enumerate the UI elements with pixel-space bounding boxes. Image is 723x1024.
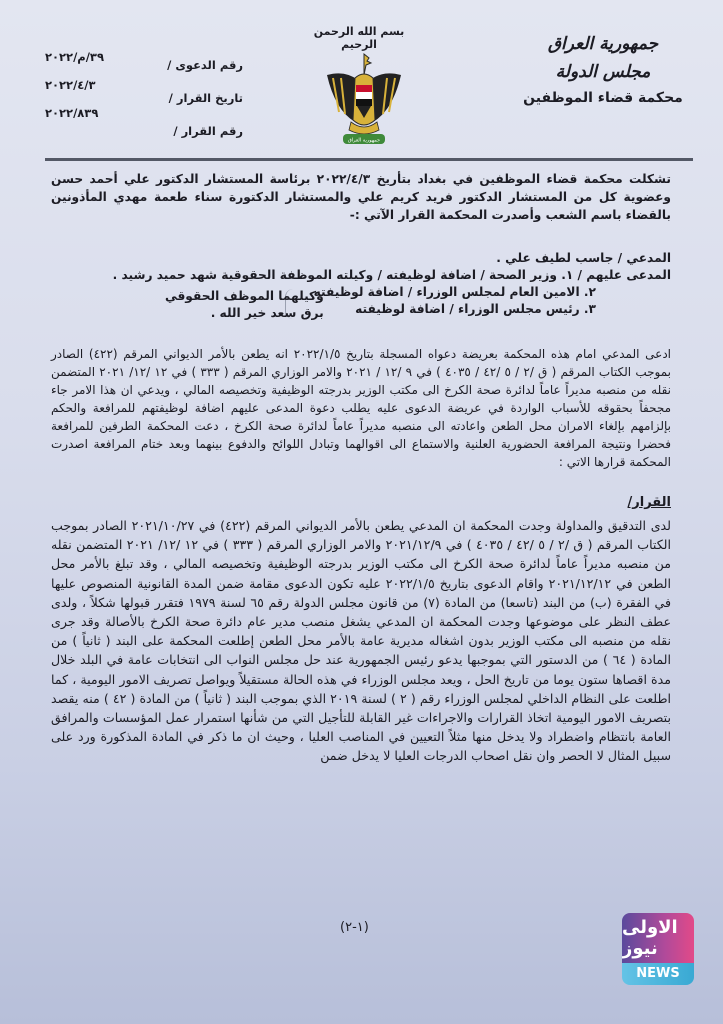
watermark-latin: NEWS [622,963,694,985]
issuer-block [523,34,683,106]
header-divider [45,158,693,161]
plaintiff: المدعي / جاسب لطيف علي . [496,251,671,265]
decision-number-value: ٢٠٢٢/٨٣٩ [45,106,99,120]
court-formation-paragraph: تشكلت محكمة قضاء الموظفين في بغداد بتأريخ ٢٠٢٢/٤/٣ برئاسة المستشار الدكتور علي أحمد حسن وعضوية كل من المستشار الدكتور فريد كريم علي والمستشار الدكتورة سناء طعمة مهدي المأذونين بالقضاء باسم الشعب وأصدرت المحكمة القرار الآتي :- [51,172,671,222]
decision-paragraph: لدى التدقيق والمداولة وجدت المحكمة ان المدعي يطعن بالأمر الديواني المرقم (٤٢٢) في ٢٠٢١/١٠/٢٧ الصادر بموجب الكتاب المرقم ( ق /٢ / ٥ /٤٢ / ٤٠٣٥ ) في ٢٠٢١/١٢/٩ والامر الوزاري المرقم ( ٣٣٣ ) في ١٢ /١٢/ ٢٠٢١ المتضمن نقله من منصبه مديراً عاماً لدائرة صحة الكرخ الى مكتب الوزير بدرجته الوظيفية وتخصيصه المالي ، وقد تبلغ بالأمر محل الطعن في ٢٠٢١/١٢/١٢ واقام الدعوى بتاريخ ٢٠٢٢/١/٥ عليه تكون الدعوى مقامة ضمن المدة القانونية المنصوص عليها في الفقرة (ب) من البند (تاسعا) من المادة (٧) من قانون مجلس الدولة رقم ٦٥ لسنة ١٩٧٩ فتقرر قبولها شكلاً ، ولدى عطف النظر على موضوعها وجدت المحكمة ان المدعي يشغل منصب مدير عام دائرة صحة الكرخ بالأصالة وقد جرى نقله من منصبه الى مكتب الوزير بدون اشغاله مديرية عامة بالأمر محل الطعن إطلعت المحكمة على البند ( ثانياً ) من المادة ( ٦٤ ) من الدستور التي بموجبها يدعو رئيس الجمهورية عند حل مجلس النواب الى انتخابات عامة في البلد خلال مدة اقصاها ستون يوما من تاريخ الحل ، ويعد مجلس الوزراء في هذه الحالة مستقيلاً ويواصل تصريف الامور اليومية ، كما اطلعت على النظام الداخلي لمجلس الوزراء رقم ( ٢ ) لسنة ٢٠١٩ الذي بموجب البند ( ثانياً ) من المادة ( ٤٢ ) منه يقصد بتصريف الامور اليومية اتخاذ القرارات والاجراءات غير القابلة للتأجيل التي من شأنها استمرار عمل المؤسسات والمرافق العامة بانتظام واضطراد ولا يدخل منها مثلاً التعيين في المناصب العليا ، وحيث ان ما ذكر في المادة المذكورة ورد على سبيل المثال لا الحصر وان نقل اصحاب الدرجات العليا لا يدخل ضمن [51,518,672,764]
defendant-2: ٢. الامين العام لمجلس الوزراء / اضافة لوظيفته [313,285,596,299]
news-watermark-logo [622,913,694,985]
page-number: (١-٢) [340,920,369,935]
basmala: بسم الله الرحمن الرحيم [313,25,405,51]
decision-heading: القرار/ [627,495,671,510]
case-labels [167,58,243,157]
representative-line-2: برق سعد خير الله . [210,306,324,320]
defendant-3: ٣. رئيس مجلس الوزراء / اضافة لوظيفته [355,302,596,316]
emblem-caption: جمهورية العراق [347,137,381,144]
iraq-eagle-emblem-icon [325,50,403,150]
case-number-value: ٣٩/م/٢٠٢٢ [45,50,104,64]
parties-block [51,250,671,318]
case-number-label: رقم الدعوى / [167,58,243,72]
claim-paragraph: ادعى المدعي امام هذه المحكمة بعريضة دعواه المسجلة بتاريخ ٢٠٢٢/١/٥ انه يطعن بالأمر الديواني المرقم (٤٢٢) الصادر بموجب الكتاب المرقم ( ق /٢ / ٥ /٤٢ / ٤٠٣٥ ) في ٩ /١٢ / ٢٠٢١ والامر الوزاري المرقم ( ٣٣٣ ) في ١٢ /١٢/ ٢٠٢١ المتضمن نقله من منصبه مديراً عاماً لدائرة صحة الكرخ الى مكتب الوزير بدرجته الوظيفية وتخصيصه المالي ، ويدعي ان هذا الامر جاء مجحفاً بحقوقه للأسباب الواردة في عريضة الدعوى عليه يطلب دعوة المدعى عليهم اضافة لوظيفتهم للمرافعة والحكم بإلزامهم بإلغاء الامران محل الطعن واعادته الى منصبه مديراً عاماً لدائرة صحة الكرخ ، دعت المحكمة الطرفين للمرافعة فحضرا ونتيجة المرافعة الحضورية العلنية والاستماع الى اقوالهما وتبادل اللوائح والدفوع بينهما وبعد ختام المرافعة اصدرت المحكمة قرارها الاتي : [51,347,672,469]
decision-date-value: ٢٠٢٢/٤/٣ [45,78,96,92]
representative-line-1: وكيلهما الموظف الحقوقي [165,289,324,303]
court-title: محكمة قضاء الموظفين [523,90,683,106]
council-title: مجلس الدولة [555,62,651,82]
watermark-arabic: الاولى نيوز [622,913,694,963]
decision-date-label: تاريخ القرار / [168,91,243,105]
republic-title: جمهورية العراق [547,34,659,54]
case-values [45,50,104,134]
representative-block [165,288,324,322]
decision-number-label: رقم القرار / [173,124,243,138]
defendant-1: المدعى عليهم / ١. وزير الصحة / اضافة لوظيفته / وكيلته الموظفة الحقوقية شهد حميد رشيد . [112,268,671,282]
